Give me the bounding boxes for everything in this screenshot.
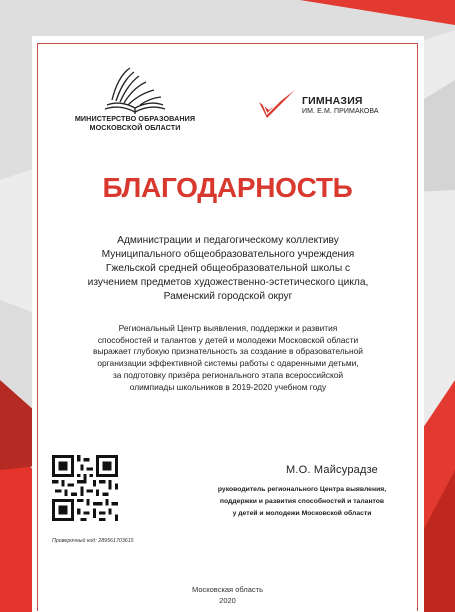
- signer-role-line: поддержки и развития способностей и талантов: [219, 498, 385, 505]
- qr-code-icon: [52, 455, 118, 521]
- gymnasium-subtitle: ИМ. Е.М. ПРИМАКОВА: [302, 108, 379, 115]
- recipient-line: Гжельской средней общеобразовательной школы с: [105, 263, 351, 274]
- verification-code: Проверочный код: 289561703615: [52, 538, 134, 544]
- gratitude-text: [62, 323, 394, 393]
- recipient-line: Муниципального общеобразовательного учреждения: [101, 249, 355, 260]
- body-line: выражает глубокую признательность за создание в образовательной: [93, 346, 363, 357]
- body-line: способностей и талантов у детей и молодежи Московской области: [97, 334, 359, 345]
- recipient-line: Администрации и педагогическому коллективу: [117, 235, 339, 246]
- body-line: за подготовку призёра регионального этапа всероссийской: [112, 369, 344, 380]
- certificate-heading: БЛАГОДАРНОСТЬ: [102, 172, 353, 203]
- body-line: организации эффективной системы работы с одаренными детьми,: [97, 358, 359, 369]
- signer-role-line: руководитель регионального Центра выявления,: [217, 486, 387, 493]
- recipient-line: Раменский городской округ: [163, 291, 293, 302]
- signer-role-line: у детей и молодежи Московской области: [232, 510, 372, 517]
- footer-year: 2020: [219, 596, 236, 605]
- recipient-block: [70, 234, 386, 304]
- ministry-name-line1: МИНИСТЕРСТВО ОБРАЗОВАНИЯ: [74, 114, 196, 123]
- ministry-name-line2: МОСКОВСКОЙ ОБЛАСТИ: [89, 123, 181, 132]
- signer-name: М.О. Майсурадзе: [286, 464, 379, 476]
- body-line: Региональный Центр выявления, поддержки и развития: [118, 323, 338, 333]
- gymnasium-title: ГИМНАЗИЯ: [302, 95, 363, 107]
- signer-role: [186, 484, 418, 520]
- footer-place: Московская область: [192, 585, 263, 594]
- body-line: олимпиады школьников в 2019-2020 учебном году: [129, 381, 327, 392]
- checkmark-logo-icon: [257, 88, 297, 122]
- recipient-line: изучением предметов художественно-эстетического цикла,: [87, 277, 369, 288]
